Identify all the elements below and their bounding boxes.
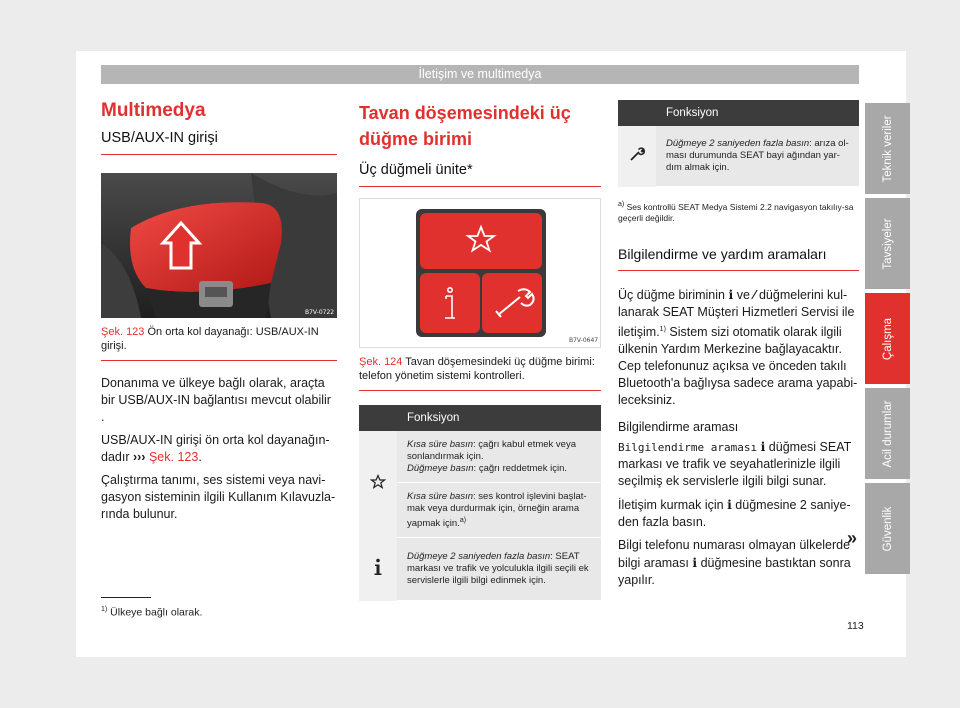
function-text (397, 431, 601, 483)
paragraph-1-text: Üç düğme biriminin (618, 287, 725, 302)
paragraph-4-text: düğmesine bastıktan sonra yapılır. (618, 555, 851, 587)
function-desc: : çağrı kabul etmek veya sonlandırmak için. (407, 439, 576, 462)
function-desc: : arıza ol-ması durumunda SEAT bayi ağından yar-dım almak için. (666, 138, 849, 173)
image-code: B7V-0647 (569, 337, 599, 344)
paragraph-2 (101, 432, 337, 466)
icon-cell (359, 431, 397, 538)
info-icon: i (692, 554, 698, 570)
image-code: B7V-0722 (305, 309, 335, 316)
footnote-ref: 1) (659, 325, 666, 333)
paragraph-3 (618, 496, 859, 531)
table-header: Fonksiyon (397, 405, 601, 431)
ref-arrow: ››› (132, 450, 146, 464)
tab-label: Teknik veriler (881, 114, 894, 183)
info-icon: i (760, 438, 766, 454)
tab-label: Çalışma (881, 317, 894, 360)
footnote-mark: a) (618, 201, 625, 208)
table-header-icon-col (618, 100, 656, 126)
function-table (359, 405, 601, 601)
subsection-title: Bilgilendirme araması (618, 419, 739, 434)
paragraph-3-text: İletişim kurmak için (618, 497, 724, 512)
function-label: Düğmeye basın (407, 463, 474, 474)
function-label: Kısa süre basın (407, 491, 474, 502)
table-row (359, 431, 601, 483)
continue-arrow[interactable]: » (847, 528, 858, 548)
figure-ref[interactable]: Şek. 124 (359, 356, 403, 368)
tab-tavsiyeler[interactable] (865, 198, 910, 289)
tab-label: Acil durumlar (881, 399, 894, 468)
icon-cell (359, 538, 397, 601)
star-icon (370, 474, 386, 490)
paragraph-4-text: Bilgi telefonu numarası olmayan ülkelerde bilgi araması (618, 537, 851, 570)
paragraph-2-text: düğmesi SEAT markası ve trafik ve seyahatlerinizle ilgili seçilmiş ek servislerle ilgili bilgi sunar. (618, 439, 852, 488)
tab-label: Tavsiyeler (881, 217, 894, 270)
section-subtitle: Üç düğmeli ünite* (359, 162, 473, 178)
button-name: Bilgilendirme araması (618, 440, 758, 454)
section-title: Multimedya (101, 100, 206, 121)
footnote-mark: 1) (101, 606, 108, 613)
icon-cell (618, 126, 656, 187)
footnote-divider (101, 597, 151, 598)
paragraph-2 (618, 438, 859, 490)
page-number: 113 (847, 620, 864, 632)
function-desc: : ses kontrol işlevini başlat-mak veya durdurmak için, örneğin arama yapmak için. (407, 491, 587, 530)
function-desc: : çağrı reddetmek için. (473, 463, 568, 474)
paragraph-2-text: USB/AUX-IN girişi ön orta kol dayanağın-dadır (101, 433, 330, 464)
paragraph-1 (618, 286, 859, 409)
footnote-ref: a) (459, 517, 467, 524)
function-label: Düğmeye 2 saniyeden fazla basın (407, 551, 551, 563)
right-column (618, 100, 859, 589)
function-table (618, 100, 859, 187)
table-row (359, 538, 601, 601)
info-icon: i (728, 286, 734, 302)
chapter-tabs (865, 103, 910, 578)
function-text (397, 483, 601, 538)
paragraph-1-text: Sistem sizi otomatik olarak ilgili ülkenin Yardım Merkezine bağlayacaktır. Cep telefonunuz açıksa ve önceden takılı Bluetooth'a bağlıysa sadece arama yapabi-leceksiniz. (618, 324, 858, 407)
paragraph-1-text: düğmelerini kul-lanarak SEAT Müşteri Hizmetleri Servisi ile iletişim. (618, 287, 855, 339)
section-title: Bilgilendirme ve yardım aramaları (618, 245, 827, 262)
tab-teknik-veriler[interactable] (865, 103, 910, 194)
middle-column (359, 100, 601, 601)
table-footnote (618, 199, 859, 224)
paragraph-3-text: düğmesine 2 saniye-den fazla basın. (618, 497, 851, 529)
footnote-text: Ülkeye bağlı olarak. (110, 606, 203, 619)
paragraph-1: Donanıma ve ülkeye bağlı olarak, araçta bir USB/AUX-IN bağlantısı mevcut olabilir . (101, 376, 331, 424)
info-icon (372, 558, 384, 576)
function-desc: : SEAT markası ve trafik ve yolculukla ilgili seçili ek servislerle ilgili bilgi edinmek için. (407, 551, 589, 587)
table-header-icon-col (359, 405, 397, 431)
left-column (101, 100, 337, 523)
figure-caption-text: Ön orta kol dayanağı: USB/AUX-IN girişi. (101, 326, 319, 352)
figure-ref[interactable]: Şek. 123 (101, 326, 145, 338)
tab-acil-durumlar[interactable] (865, 388, 910, 479)
figure-caption-text: Tavan döşemesindeki üç düğme birimi: telefon yönetim sistemi kontrolleri. (359, 356, 595, 382)
section-title: Tavan döşemesindeki üç düğme birimi (359, 103, 571, 149)
function-text (656, 126, 859, 187)
table-header: Fonksiyon (656, 100, 859, 126)
paragraph-4 (618, 537, 859, 589)
figure-ref-link[interactable]: Şek. 123 (148, 450, 199, 464)
figure-caption (101, 325, 337, 353)
table-row (618, 126, 859, 187)
paragraph-2-end: . (198, 450, 202, 464)
three-button-image (359, 198, 601, 348)
function-label: Kısa süre basın (407, 439, 474, 450)
tab-guvenlik[interactable] (865, 483, 910, 574)
tab-label: Güvenlik (881, 506, 894, 551)
paragraph-1-text: ve (736, 287, 750, 302)
wrench-icon: ⁄ (753, 287, 756, 302)
wrench-icon (629, 146, 645, 162)
armrest-image (101, 173, 337, 318)
section-subtitle: USB/AUX-IN girişi (101, 130, 218, 146)
page-footnote (101, 606, 202, 619)
tab-calisma[interactable] (865, 293, 910, 384)
figure-caption (359, 355, 601, 383)
header-bar: İletişim ve multimedya (101, 65, 859, 84)
paragraph-3: Çalıştırma tanımı, ses sistemi veya navi-gasyon sisteminin ilgili Kullanım Kılavuzla-rında bulunur. (101, 473, 336, 521)
function-label: Düğmeye 2 saniyeden fazla basın (666, 138, 810, 149)
footnote-text: Ses kontrollü SEAT Medya Sistemi 2.2 navigasyon takılıy-sa geçerli değildir. (618, 201, 854, 223)
function-text (397, 538, 601, 601)
info-icon: i (727, 496, 732, 512)
